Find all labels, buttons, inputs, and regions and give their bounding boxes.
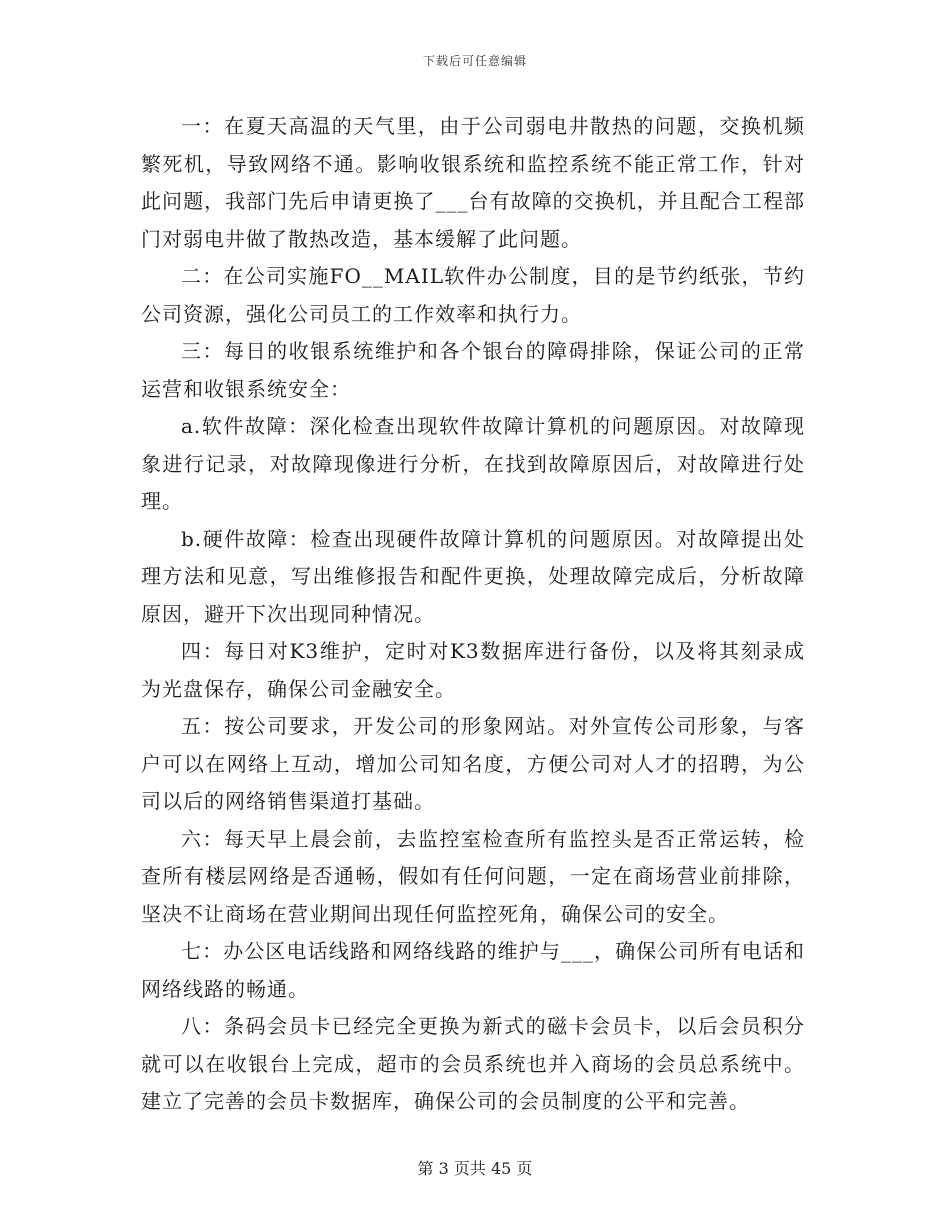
paragraph-7: 七：办公区电话线路和网络线路的维护与___，确保公司所有电话和网络线路的畅通。: [141, 939, 805, 1001]
page-header: 下载后可任意编辑: [422, 54, 527, 68]
paragraph-3b: b.硬件故障：检查出现硬件故障计算机的问题原因。对故障提出处理方法和见意，写出维修报告和配件更换，处理故障完成后，分析故障原因，避开下次出现同种情况。: [141, 526, 805, 626]
paragraph-6: 六：每天早上晨会前，去监控室检查所有监控头是否正常运转，检查所有楼层网络是否通畅，假如有任何问题，一定在商场营业前排除，坚决不让商场在营业期间出现任何监控死角，确保公司的安全。: [141, 826, 805, 926]
document-body: [141, 108, 805, 1121]
paragraph-1: 一：在夏天高温的天气里，由于公司弱电井散热的问题，交换机频繁死机，导致网络不通。影响收银系统和监控系统不能正常工作，针对此问题，我部门先后申请更换了___台有故障的交换机，并且配合工程部门对弱电井做了散热改造，基本缓解了此问题。: [141, 114, 805, 251]
paragraph-8: 八：条码会员卡已经完全更换为新式的磁卡会员卡，以后会员积分就可以在收银台上完成，超市的会员系统也并入商场的会员总系统中。建立了完善的会员卡数据库，确保公司的会员制度的公平和完善。: [141, 1014, 805, 1113]
paragraph-5: 五：按公司要求，开发公司的形象网站。对外宣传公司形象，与客户可以在网络上互动，增加公司知名度，方便公司对人才的招聘，为公司以后的网络销售渠道打基础。: [141, 714, 805, 813]
paragraph-3: 三：每日的收银系统维护和各个银台的障碍排除，保证公司的正常运营和收银系统安全：: [141, 339, 805, 401]
page-number: 第 3 页共 45 页: [417, 1159, 533, 1178]
paragraph-4: 四：每日对K3维护，定时对K3数据库进行备份，以及将其刻录成为光盘保存，确保公司金融安全。: [141, 639, 805, 701]
paragraph-3a: a.软件故障：深化检查出现软件故障计算机的问题原因。对故障现象进行记录，对故障现像进行分析，在找到故障原因后，对故障进行处理。: [141, 414, 805, 513]
paragraph-2: 二：在公司实施FO__MAIL软件办公制度，目的是节约纸张，节约公司资源，强化公司员工的工作效率和执行力。: [141, 264, 805, 326]
